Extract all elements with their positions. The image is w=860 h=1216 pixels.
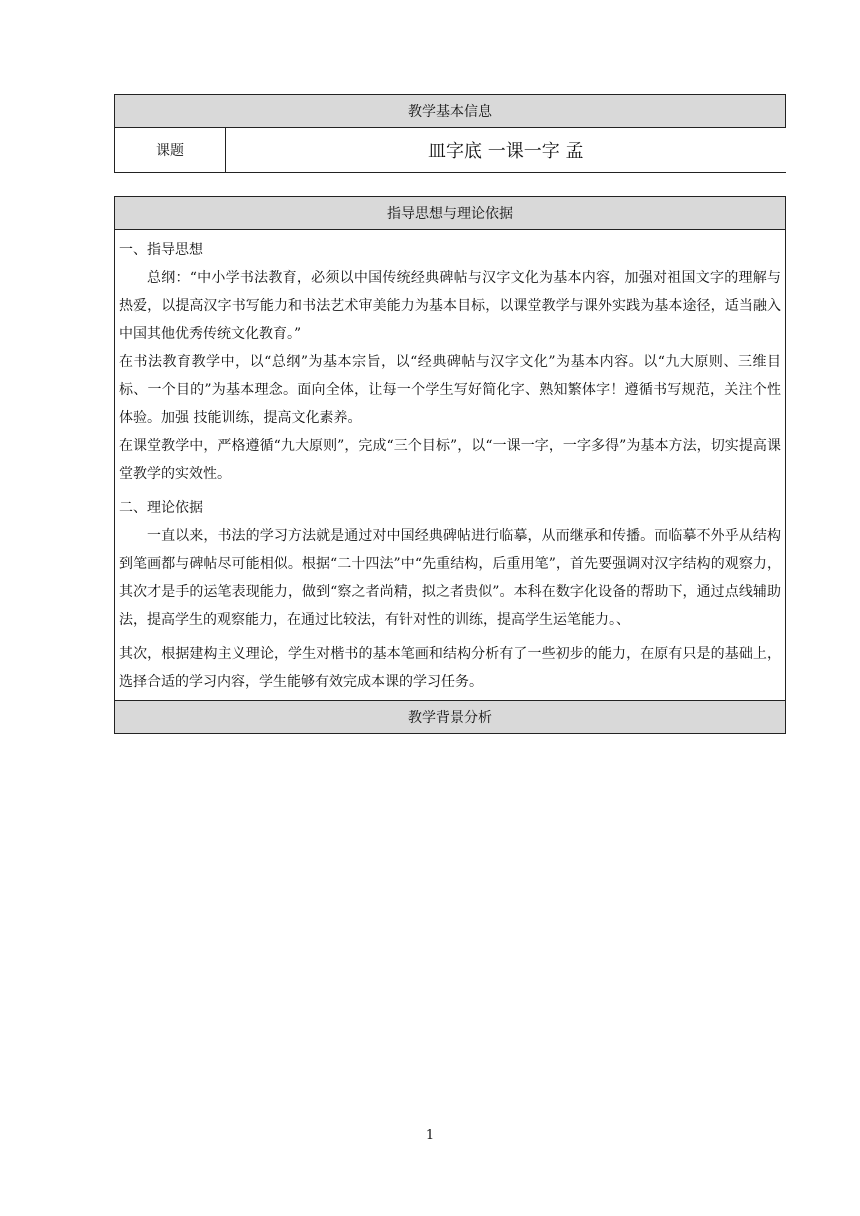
background-header: 教学背景分析: [115, 701, 786, 734]
page-number: 1: [425, 1128, 435, 1143]
guidance-body: [115, 230, 786, 701]
topic-value: 皿字底 一课一字 孟: [226, 128, 786, 173]
guidance-paragraph-1: 总纲：“中小学书法教育，必须以中国传统经典碑帖与汉字文化为基本内容，加强对祖国文字的理解与热爱，以提高汉字书写能力和书法艺术审美能力为基本目标，以课堂教学与课外实践为基本途径，适当融入中国其他优秀传统文化教育。”: [119, 270, 781, 342]
topic-label: 课题: [115, 128, 226, 173]
guidance-paragraph-3: 在课堂教学中，严格遵循“九大原则”，完成“三个目标”，以“一课一字，一字多得”为基本方法，切实提高课堂教学的实效性。: [119, 438, 781, 482]
section2-title: 二、理论依据: [119, 500, 203, 516]
theory-paragraph-2: 其次，根据建构主义理论，学生对楷书的基本笔画和结构分析有了一些初步的能力，在原有只是的基础上，选择合适的学习内容，学生能够有效完成本课的学习任务。: [119, 646, 781, 690]
basic-info-header: 教学基本信息: [115, 95, 786, 128]
guidance-header: 指导思想与理论依据: [115, 197, 786, 230]
theory-paragraph-1: 一直以来，书法的学习方法就是通过对中国经典碑帖进行临摹，从而继承和传播。而临摹不外乎从结构到笔画都与碑帖尽可能相似。根据“二十四法”中“先重结构，后重用笔”，首先要强调对汉字结构的观察力，其次才是手的运笔表现能力，做到“察之者尚精，拟之者贵似”。本科在数字化设备的帮助下，通过点线辅助法，提高学生的观察能力，在通过比较法，有针对性的训练，提高学生运笔能力。、: [119, 528, 781, 628]
guidance-table: [114, 196, 786, 734]
section1-title: 一、指导思想: [119, 242, 203, 258]
basic-info-table: [114, 94, 786, 173]
guidance-paragraph-2: 在书法教育教学中，以“总纲”为基本宗旨，以“经典碑帖与汉字文化”为基本内容。以“九大原则、三维目标、一个目的”为基本理念。面向全体，让每一个学生写好简化字、熟知繁体字！遵循书写规范，关注个性体验。加强 技能训练，提高文化素养。: [119, 354, 781, 426]
